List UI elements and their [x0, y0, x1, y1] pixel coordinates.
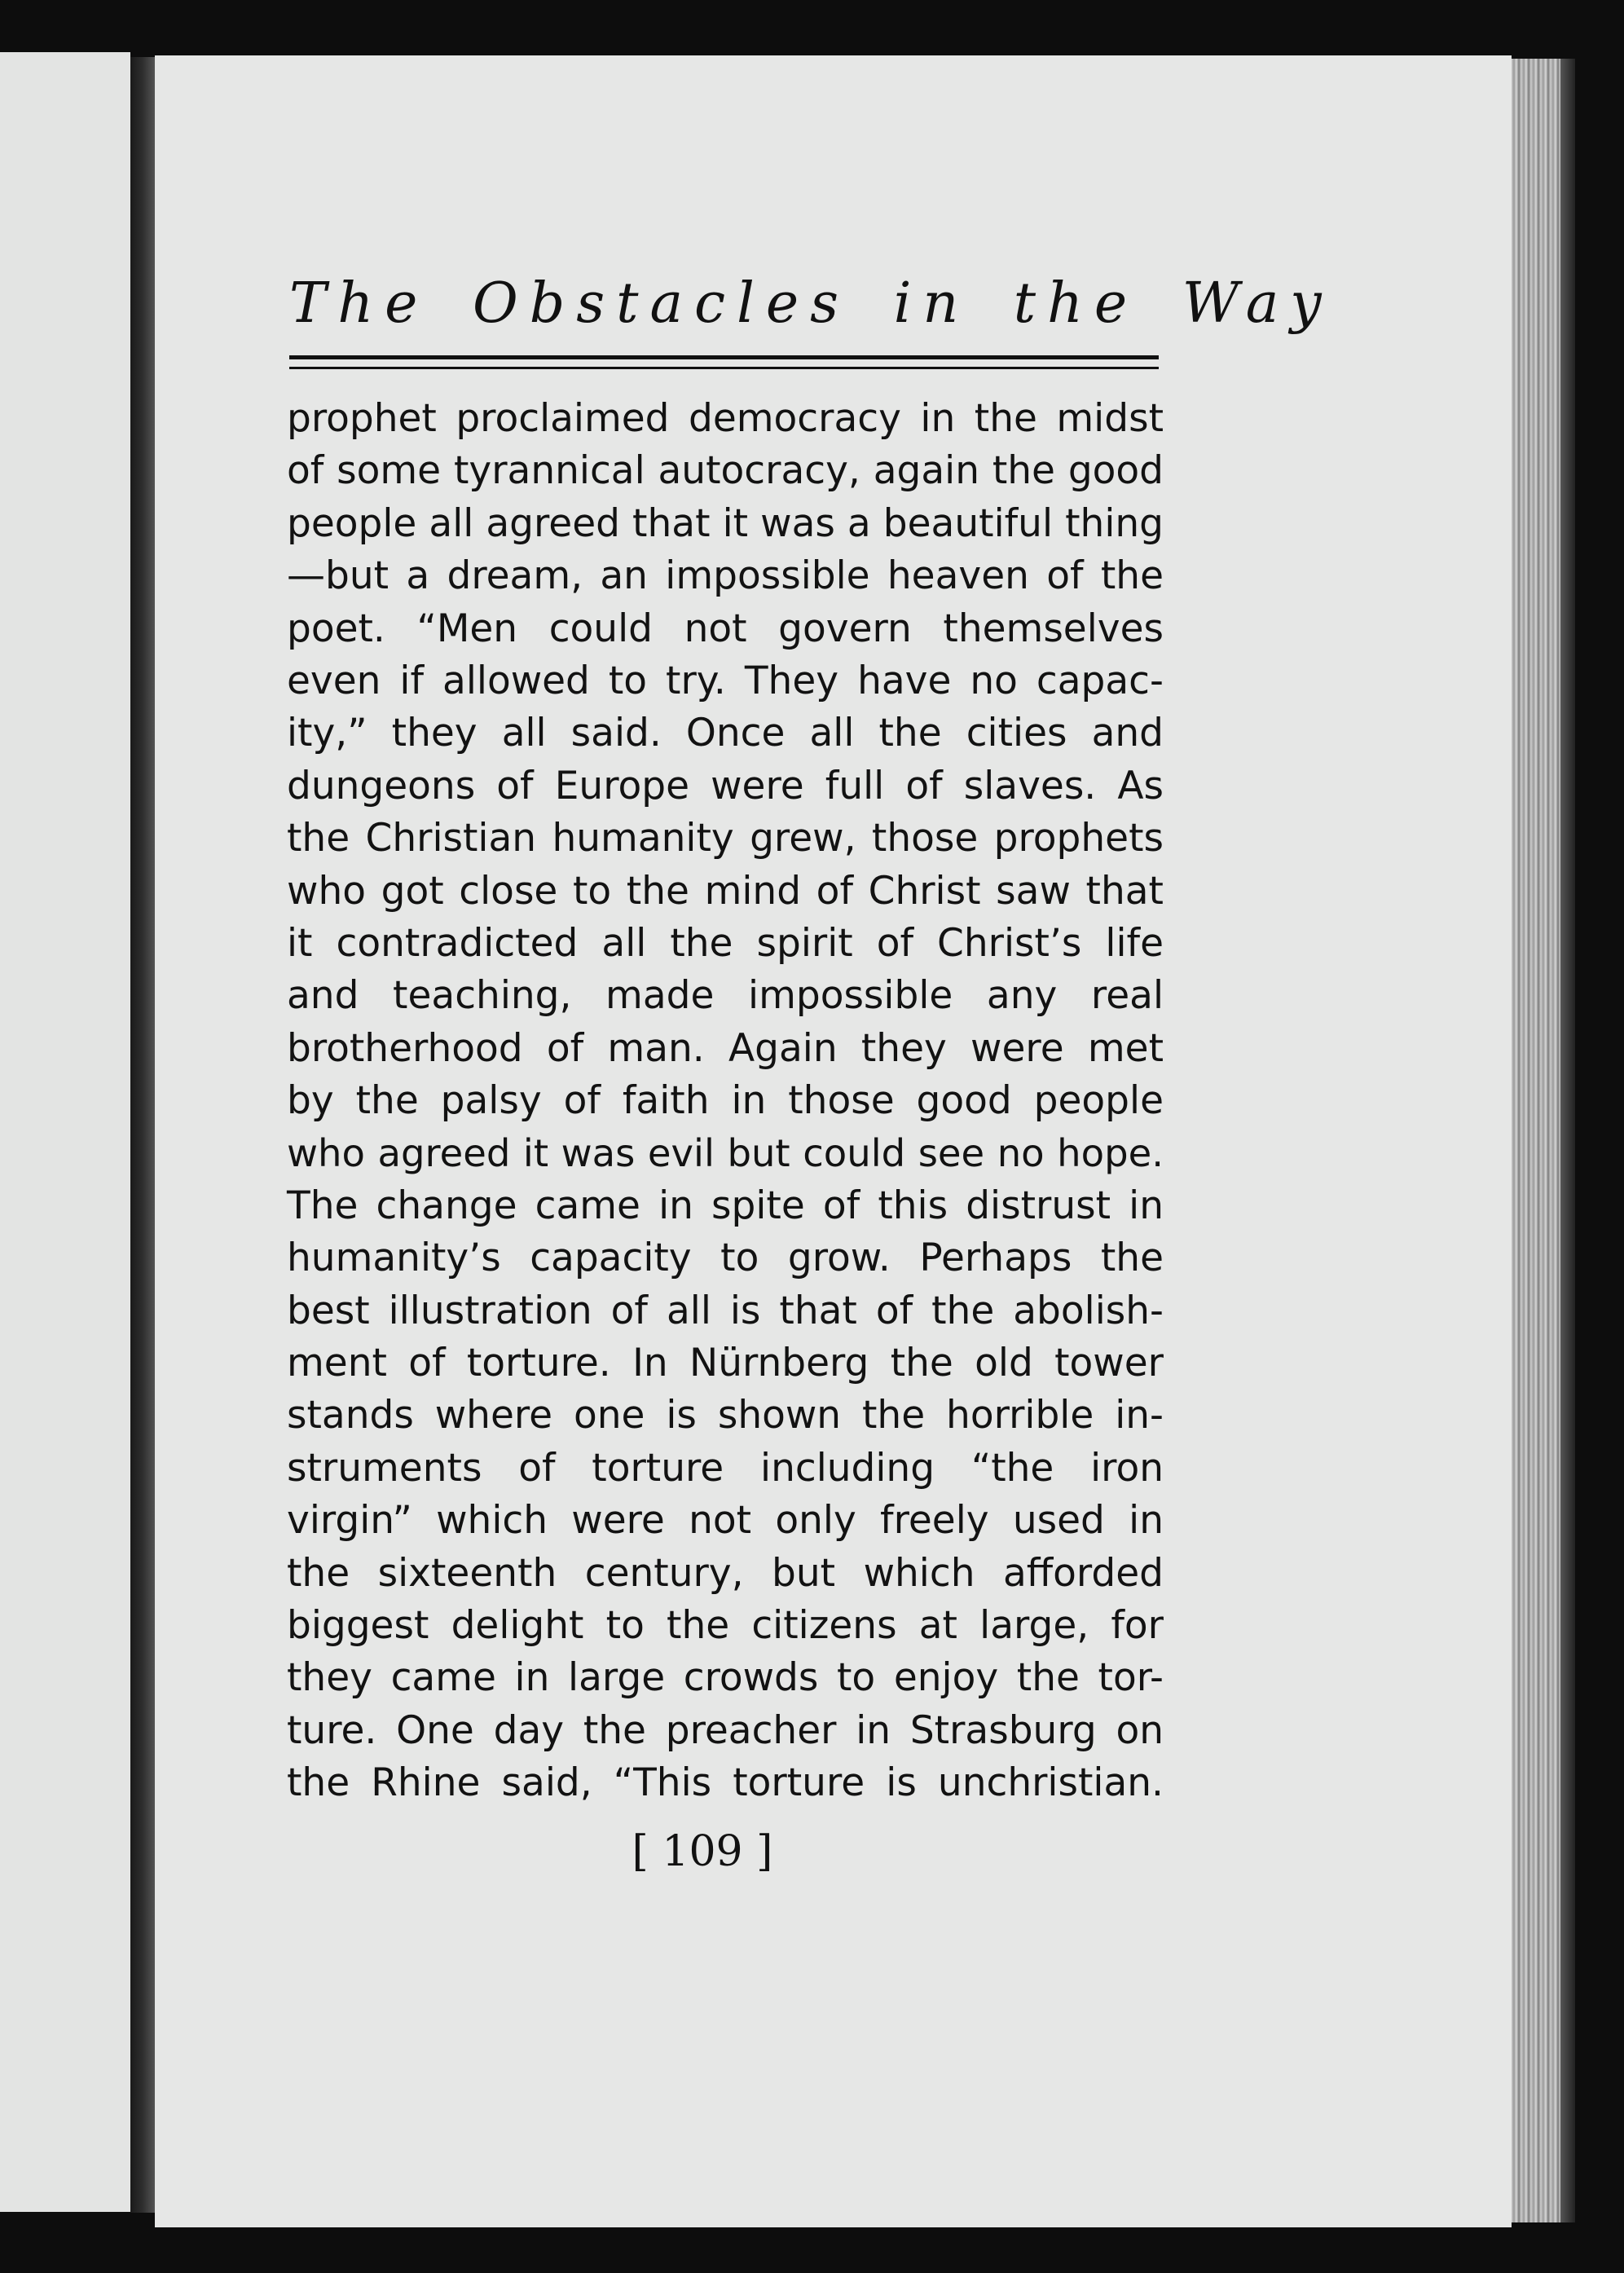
- text-line: ity,” they all said. Once all the cities and: [287, 711, 1164, 756]
- text-line: people all agreed that it was a beautiful thing: [287, 500, 1164, 546]
- text-line: virgin” which were not only freely used in: [287, 1498, 1164, 1544]
- page-edges: [1512, 59, 1560, 2222]
- page-number: [ 109 ]: [632, 1827, 773, 1876]
- text-line: poet. “Men could not govern themselves: [287, 606, 1164, 651]
- running-head: The Obstacles in the Way: [289, 271, 1333, 336]
- body-text: [287, 393, 1164, 1810]
- text-line: ment of torture. In Nürnberg the old tower: [287, 1341, 1164, 1386]
- text-line: dungeons of Europe were full of slaves. As: [287, 763, 1164, 808]
- text-line: prophet proclaimed democracy in the midst: [287, 396, 1164, 441]
- text-line: the Rhine said, “This torture is unchristian.: [287, 1760, 1164, 1806]
- text-line: best illustration of all is that of the abolish-: [287, 1288, 1164, 1333]
- text-line: brotherhood of man. Again they were met: [287, 1025, 1164, 1071]
- text-line: The change came in spite of this distrust in: [287, 1183, 1164, 1228]
- header-rule-thick: [289, 355, 1159, 359]
- text-line: even if allowed to try. They have no capac-: [287, 658, 1164, 703]
- text-line: and teaching, made impossible any real: [287, 973, 1164, 1019]
- text-line: struments of torture including “the iron: [287, 1445, 1164, 1491]
- text-line: of some tyrannical autocracy, again the good: [287, 448, 1164, 494]
- text-line: who got close to the mind of Christ saw that: [287, 868, 1164, 914]
- text-line: biggest delight to the citizens at large, for: [287, 1602, 1164, 1648]
- text-line: the Christian humanity grew, those prophets: [287, 816, 1164, 861]
- text-line: stands where one is shown the horrible in-: [287, 1393, 1164, 1438]
- text-line: who agreed it was evil but could see no hope.: [287, 1131, 1164, 1176]
- text-line: —but a dream, an impossible heaven of the: [287, 553, 1164, 599]
- facing-page: [0, 52, 130, 2212]
- text-line: the sixteenth century, but which afforded: [287, 1550, 1164, 1596]
- text-line: ture. One day the preacher in Strasburg on: [287, 1707, 1164, 1753]
- text-line: they came in large crowds to enjoy the tor-: [287, 1655, 1164, 1701]
- book-edge-shadow: [1560, 59, 1575, 2222]
- text-line: it contradicted all the spirit of Christ’s life: [287, 920, 1164, 966]
- text-line: humanity’s capacity to grow. Perhaps the: [287, 1236, 1164, 1281]
- header-rule-thin: [289, 367, 1159, 369]
- text-line: by the palsy of faith in those good people: [287, 1078, 1164, 1124]
- book-spine: [130, 57, 155, 2213]
